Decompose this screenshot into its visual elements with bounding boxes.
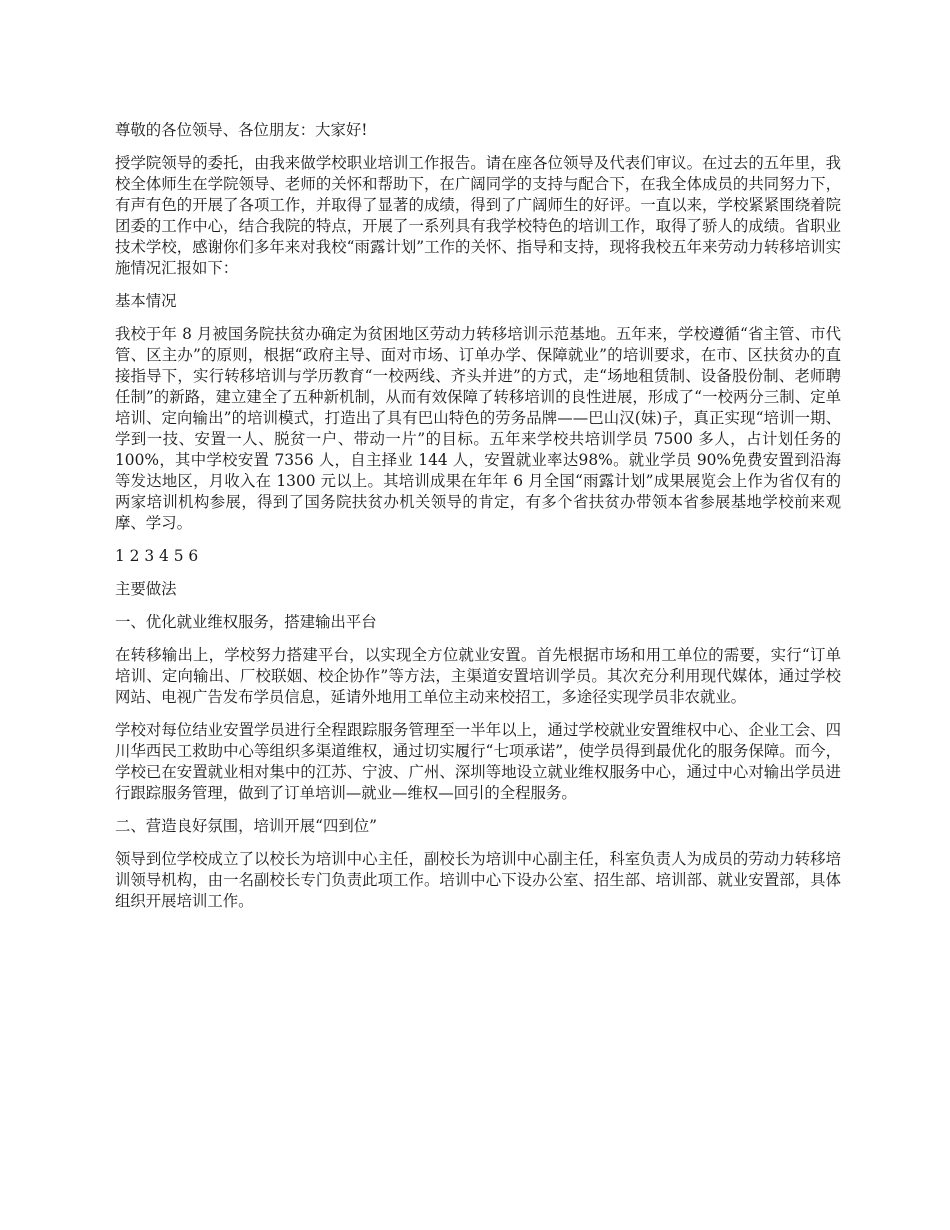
subsection-heading-2: 二、营造良好氛围，培训开展“四到位”	[115, 817, 377, 835]
subsection-heading-1: 一、优化就业维权服务，搭建输出平台	[115, 613, 377, 631]
greeting: 尊敬的各位领导、各位朋友：大家好!	[115, 121, 368, 139]
basic-paragraph: 我校于年 8 月被国务院扶贫办确定为贫困地区劳动力转移培训示范基地。五年来，学校遵循“省主管、市代管、区主办”的原则，根据“政府主导、面对市场、订单办学、保障就业”的培训要求，在市、区扶贫办的直接指导下，实行转移培训与学历教育“一校两线、齐头并进”的方式，走“场地租赁制、设备股份制、老师聘任制”的新路，建立建全了五种新机制，从而有效保障了转移培训的良性进展，形成了“一校两分三制、定单培训、定向输出”的培训模式，打造出了具有巴山特色的劳务品牌——巴山汉(妹)子，真正实现“培训一期、学到一技、安置一人、脱贫一户、带动一片”的目标。五年来学校共培训学员 7500 多人，占计划任务的 100%，其中学校安置 7356 人，自主择业 144 人，安置就业率达98%。就业学员 90%免费安置到沿海等发达地区，月收入在 1300 元以上。其培训成果在年年 6 月全国“雨露计划”成果展览会上作为省仅有的两家培训机构参展，得到了国务院扶贫办机关领导的肯定，有多个省扶贫办带领本省参展基地学校前来观摩、学习。	[115, 325, 841, 532]
section-heading-main: 主要做法	[115, 580, 177, 598]
subsection-1-paragraph-1: 在转移输出上，学校努力搭建平台，以实现全方位就业安置。首先根据市场和用工单位的需要，实行“订单培训、定向输出、厂校联姻、校企协作”等方法，主渠道安置培训学员。其次充分利用现代媒体，通过学校网站、电视广告发布学员信息，延请外地用工单位主动来校招工，多途径实现学员非农就业。	[115, 646, 841, 706]
intro-paragraph: 授学院领导的委托，由我来做学校职业培训工作报告。请在座各位领导及代表们审议。在过去的五年里，我校全体师生在学院领导、老师的关怀和帮助下，在广阔同学的支持与配合下，在我全体成员的共同努力下，有声有色的开展了各项工作，并取得了显著的成绩，得到了广阔师生的好评。一直以来，学校紧紧围绕着院团委的工作中心，结合我院的特点，开展了一系列具有我学校特色的培训工作，取得了骄人的成绩。省职业技术学校，感谢你们多年来对我校“雨露计划”工作的关怀、指导和支持，现将我校五年来劳动力转移培训实施情况汇报如下：	[115, 154, 841, 277]
subsection-2-paragraph-1: 领导到位学校成立了以校长为培训中心主任，副校长为培训中心副主任，科室负责人为成员的劳动力转移培训领导机构，由一名副校长专门负责此项工作。培训中心下设办公室、招生部、培训部、就业安置部，具体组织开展培训工作。	[115, 850, 841, 910]
document-page	[115, 120, 841, 924]
page-numbers: 1 2 3 4 5 6	[115, 547, 199, 565]
subsection-1-paragraph-2: 学校对每位结业安置学员进行全程跟踪服务管理至一半年以上，通过学校就业安置维权中心、企业工会、四川华西民工救助中心等组织多渠道维权，通过切实履行“七项承诺”，使学员得到最优化的服务保障。而今，学校已在安置就业相对集中的江苏、宁波、广州、深圳等地设立就业维权服务中心，通过中心对输出学员进行跟踪服务管理，做到了订单培训—就业—维权—回引的全程服务。	[115, 721, 841, 802]
section-heading-basic: 基本情况	[115, 292, 177, 310]
